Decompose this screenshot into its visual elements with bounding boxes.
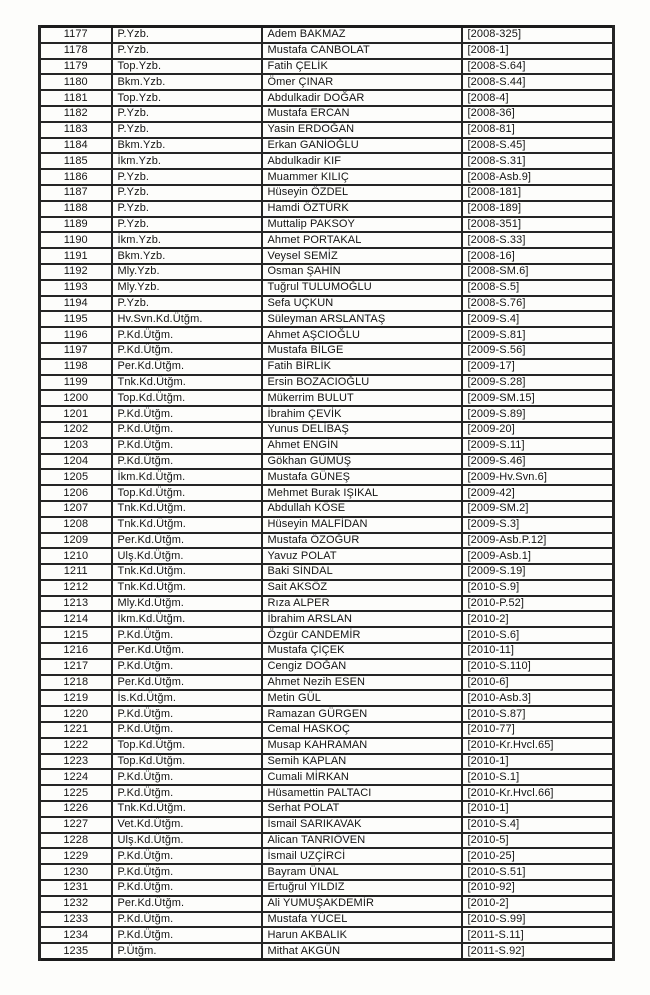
name-cell: Alican TANRIÖVEN [262, 833, 462, 849]
rank-cell: P.Yzb. [112, 217, 262, 233]
code-cell: [2008-S.64] [462, 59, 614, 75]
code-cell: [2009-S.4] [462, 311, 614, 327]
code-cell: [2010-25] [462, 848, 614, 864]
row-number-cell: 1196 [40, 327, 112, 343]
row-number-cell: 1227 [40, 817, 112, 833]
code-cell: [2010-S.4] [462, 817, 614, 833]
table-row [40, 153, 614, 169]
name-cell: Ertuğrul YILDIZ [262, 880, 462, 896]
name-cell: Abdulkadir DOĞAR [262, 90, 462, 106]
name-cell: Cumali MİRKAN [262, 769, 462, 785]
table-row [40, 280, 614, 296]
row-number-cell: 1200 [40, 390, 112, 406]
code-cell: [2008-S.33] [462, 232, 614, 248]
code-cell: [2010-S.6] [462, 627, 614, 643]
name-cell: Yunus DELİBAŞ [262, 422, 462, 438]
rank-cell: Top.Kd.Ütğm. [112, 390, 262, 406]
code-cell: [2009-Asb.1] [462, 548, 614, 564]
table-row [40, 769, 614, 785]
rank-cell: Vet.Kd.Ütğm. [112, 817, 262, 833]
row-number-cell: 1230 [40, 864, 112, 880]
rank-cell: Top.Yzb. [112, 59, 262, 75]
rank-cell: Per.Kd.Ütğm. [112, 675, 262, 691]
rank-cell: P.Ütğm. [112, 943, 262, 959]
name-cell: Yasin ERDOĞAN [262, 122, 462, 138]
rank-cell: Tnk.Kd.Ütğm. [112, 801, 262, 817]
table-row [40, 848, 614, 864]
row-number-cell: 1181 [40, 90, 112, 106]
name-cell: Muttalip PAKSOY [262, 217, 462, 233]
code-cell: [2010-2] [462, 611, 614, 627]
table-row [40, 517, 614, 533]
code-cell: [2008-325] [462, 27, 614, 43]
name-cell: Ahmet ENGİN [262, 438, 462, 454]
table-row [40, 138, 614, 154]
rank-cell: Tnk.Kd.Ütğm. [112, 501, 262, 517]
rank-cell: İkm.Yzb. [112, 153, 262, 169]
table-row [40, 706, 614, 722]
row-number-cell: 1180 [40, 74, 112, 90]
rank-cell: P.Yzb. [112, 27, 262, 43]
row-number-cell: 1231 [40, 880, 112, 896]
name-cell: Bayram ÜNAL [262, 864, 462, 880]
code-cell: [2008-SM.6] [462, 264, 614, 280]
code-cell: [2009-S.46] [462, 454, 614, 470]
name-cell: Süleyman ARSLANTAŞ [262, 311, 462, 327]
row-number-cell: 1204 [40, 454, 112, 470]
name-cell: Metin GÜL [262, 690, 462, 706]
rank-cell: P.Kd.Ütğm. [112, 659, 262, 675]
rank-cell: P.Yzb. [112, 296, 262, 312]
name-cell: Tuğrul TULUMOĞLU [262, 280, 462, 296]
code-cell: [2010-1] [462, 754, 614, 770]
rank-cell: Tnk.Kd.Ütğm. [112, 564, 262, 580]
row-number-cell: 1216 [40, 643, 112, 659]
name-cell: Sait AKSÖZ [262, 580, 462, 596]
row-number-cell: 1185 [40, 153, 112, 169]
table-row [40, 201, 614, 217]
name-cell: Rıza ALPER [262, 596, 462, 612]
code-cell: [2010-S.110] [462, 659, 614, 675]
row-number-cell: 1182 [40, 106, 112, 122]
rank-cell: Bkm.Yzb. [112, 74, 262, 90]
rank-cell: P.Yzb. [112, 122, 262, 138]
rank-cell: P.Kd.Ütğm. [112, 406, 262, 422]
name-cell: Ahmet Nezih ESEN [262, 675, 462, 691]
personnel-table [38, 25, 615, 961]
rank-cell: Mly.Yzb. [112, 264, 262, 280]
row-number-cell: 1191 [40, 248, 112, 264]
table-row [40, 264, 614, 280]
rank-cell: P.Kd.Ütğm. [112, 454, 262, 470]
table-row [40, 359, 614, 375]
rank-cell: P.Kd.Ütğm. [112, 785, 262, 801]
code-cell: [2009-S.11] [462, 438, 614, 454]
name-cell: İsmail UZÇİRCİ [262, 848, 462, 864]
table-row [40, 59, 614, 75]
table-row [40, 580, 614, 596]
row-number-cell: 1207 [40, 501, 112, 517]
code-cell: [2010-S.9] [462, 580, 614, 596]
name-cell: Hüseyin ÖZDEL [262, 185, 462, 201]
table-row [40, 864, 614, 880]
row-number-cell: 1226 [40, 801, 112, 817]
name-cell: Fatih ÇELİK [262, 59, 462, 75]
table-row [40, 90, 614, 106]
table-row [40, 469, 614, 485]
code-cell: [2011-S.92] [462, 943, 614, 959]
rank-cell: Top.Kd.Ütğm. [112, 485, 262, 501]
code-cell: [2010-S.87] [462, 706, 614, 722]
name-cell: Mustafa CANBOLAT [262, 43, 462, 59]
table-row [40, 548, 614, 564]
code-cell: [2010-2] [462, 896, 614, 912]
code-cell: [2010-S.99] [462, 912, 614, 928]
rank-cell: Tnk.Kd.Ütğm. [112, 580, 262, 596]
table-row [40, 880, 614, 896]
code-cell: [2008-16] [462, 248, 614, 264]
code-cell: [2009-S.56] [462, 343, 614, 359]
rank-cell: P.Kd.Ütğm. [112, 769, 262, 785]
code-cell: [2009-S.19] [462, 564, 614, 580]
code-cell: [2009-Hv.Svn.6] [462, 469, 614, 485]
rank-cell: İkm.Kd.Ütğm. [112, 469, 262, 485]
row-number-cell: 1234 [40, 927, 112, 943]
code-cell: [2010-5] [462, 833, 614, 849]
row-number-cell: 1178 [40, 43, 112, 59]
row-number-cell: 1235 [40, 943, 112, 959]
rank-cell: P.Yzb. [112, 106, 262, 122]
code-cell: [2009-S.89] [462, 406, 614, 422]
name-cell: Muammer KILIÇ [262, 169, 462, 185]
row-number-cell: 1212 [40, 580, 112, 596]
row-number-cell: 1199 [40, 375, 112, 391]
table-body [40, 27, 614, 960]
name-cell: Hüsamettin PALTACI [262, 785, 462, 801]
row-number-cell: 1188 [40, 201, 112, 217]
code-cell: [2010-Kr.Hvcl.66] [462, 785, 614, 801]
code-cell: [2010-Kr.Hvcl.65] [462, 738, 614, 754]
table-row [40, 106, 614, 122]
name-cell: Mükerrim BULUT [262, 390, 462, 406]
row-number-cell: 1177 [40, 27, 112, 43]
rank-cell: İs.Kd.Ütğm. [112, 690, 262, 706]
rank-cell: Top.Kd.Ütğm. [112, 754, 262, 770]
row-number-cell: 1203 [40, 438, 112, 454]
name-cell: Cengiz DOĞAN [262, 659, 462, 675]
name-cell: Semih KAPLAN [262, 754, 462, 770]
row-number-cell: 1187 [40, 185, 112, 201]
row-number-cell: 1184 [40, 138, 112, 154]
name-cell: Hamdi ÖZTÜRK [262, 201, 462, 217]
rank-cell: Top.Kd.Ütğm. [112, 738, 262, 754]
row-number-cell: 1232 [40, 896, 112, 912]
row-number-cell: 1208 [40, 517, 112, 533]
code-cell: [2011-S.11] [462, 927, 614, 943]
table-row [40, 596, 614, 612]
row-number-cell: 1233 [40, 912, 112, 928]
table-row [40, 533, 614, 549]
name-cell: Hüseyin MALFİDAN [262, 517, 462, 533]
table-row [40, 690, 614, 706]
code-cell: [2010-6] [462, 675, 614, 691]
table-row [40, 627, 614, 643]
table-row [40, 422, 614, 438]
table-row [40, 564, 614, 580]
table-row [40, 454, 614, 470]
name-cell: Serhat POLAT [262, 801, 462, 817]
code-cell: [2008-S.44] [462, 74, 614, 90]
row-number-cell: 1222 [40, 738, 112, 754]
name-cell: Veysel SEMİZ [262, 248, 462, 264]
row-number-cell: 1228 [40, 833, 112, 849]
rank-cell: P.Kd.Ütğm. [112, 627, 262, 643]
row-number-cell: 1211 [40, 564, 112, 580]
rank-cell: Tnk.Kd.Ütğm. [112, 517, 262, 533]
name-cell: Fatih BİRLİK [262, 359, 462, 375]
table-row [40, 611, 614, 627]
table-row [40, 217, 614, 233]
code-cell: [2008-36] [462, 106, 614, 122]
name-cell: Sefa UÇKUN [262, 296, 462, 312]
rank-cell: Tnk.Kd.Ütğm. [112, 375, 262, 391]
code-cell: [2009-S.28] [462, 375, 614, 391]
rank-cell: İkm.Yzb. [112, 232, 262, 248]
name-cell: İsmail SARIKAVAK [262, 817, 462, 833]
name-cell: Mehmet Burak IŞIKAL [262, 485, 462, 501]
row-number-cell: 1229 [40, 848, 112, 864]
row-number-cell: 1219 [40, 690, 112, 706]
name-cell: Baki SİNDAL [262, 564, 462, 580]
rank-cell: P.Kd.Ütğm. [112, 327, 262, 343]
name-cell: Özgür CANDEMİR [262, 627, 462, 643]
table-row [40, 485, 614, 501]
rank-cell: P.Kd.Ütğm. [112, 864, 262, 880]
name-cell: Mithat AKGÜN [262, 943, 462, 959]
row-number-cell: 1210 [40, 548, 112, 564]
code-cell: [2010-Asb.3] [462, 690, 614, 706]
rank-cell: P.Kd.Ütğm. [112, 848, 262, 864]
code-cell: [2010-P.52] [462, 596, 614, 612]
table-row [40, 675, 614, 691]
table-row [40, 343, 614, 359]
code-cell: [2008-S.45] [462, 138, 614, 154]
row-number-cell: 1197 [40, 343, 112, 359]
row-number-cell: 1179 [40, 59, 112, 75]
code-cell: [2009-Asb.P.12] [462, 533, 614, 549]
rank-cell: İkm.Kd.Ütğm. [112, 611, 262, 627]
table-row [40, 232, 614, 248]
row-number-cell: 1225 [40, 785, 112, 801]
code-cell: [2008-4] [462, 90, 614, 106]
table-row [40, 122, 614, 138]
code-cell: [2009-S.81] [462, 327, 614, 343]
row-number-cell: 1198 [40, 359, 112, 375]
code-cell: [2010-11] [462, 643, 614, 659]
rank-cell: Hv.Svn.Kd.Ütğm. [112, 311, 262, 327]
row-number-cell: 1195 [40, 311, 112, 327]
rank-cell: Per.Kd.Ütğm. [112, 359, 262, 375]
row-number-cell: 1220 [40, 706, 112, 722]
name-cell: Mustafa GÜNEŞ [262, 469, 462, 485]
name-cell: Yavuz POLAT [262, 548, 462, 564]
table-row [40, 311, 614, 327]
rank-cell: Ulş.Kd.Ütğm. [112, 548, 262, 564]
row-number-cell: 1206 [40, 485, 112, 501]
code-cell: [2010-77] [462, 722, 614, 738]
rank-cell: Top.Yzb. [112, 90, 262, 106]
rank-cell: P.Kd.Ütğm. [112, 880, 262, 896]
code-cell: [2009-20] [462, 422, 614, 438]
code-cell: [2010-S.51] [462, 864, 614, 880]
name-cell: İbrahim ARSLAN [262, 611, 462, 627]
code-cell: [2008-S.31] [462, 153, 614, 169]
name-cell: İbrahim ÇEVİK [262, 406, 462, 422]
rank-cell: P.Yzb. [112, 169, 262, 185]
rank-cell: Per.Kd.Ütğm. [112, 896, 262, 912]
row-number-cell: 1183 [40, 122, 112, 138]
rank-cell: P.Kd.Ütğm. [112, 912, 262, 928]
table-row [40, 833, 614, 849]
rank-cell: Ulş.Kd.Ütğm. [112, 833, 262, 849]
name-cell: Mustafa ERCAN [262, 106, 462, 122]
name-cell: Mustafa YÜCEL [262, 912, 462, 928]
rank-cell: Per.Kd.Ütğm. [112, 643, 262, 659]
table-row [40, 406, 614, 422]
code-cell: [2008-81] [462, 122, 614, 138]
code-cell: [2008-S.5] [462, 280, 614, 296]
table-row [40, 375, 614, 391]
table-row [40, 296, 614, 312]
code-cell: [2009-17] [462, 359, 614, 375]
table-row [40, 390, 614, 406]
rank-cell: P.Kd.Ütğm. [112, 438, 262, 454]
table-row [40, 943, 614, 959]
name-cell: Harun AKBALIK [262, 927, 462, 943]
name-cell: Cemal HASKOÇ [262, 722, 462, 738]
row-number-cell: 1224 [40, 769, 112, 785]
rank-cell: Mly.Kd.Ütğm. [112, 596, 262, 612]
rank-cell: P.Kd.Ütğm. [112, 927, 262, 943]
code-cell: [2009-S.3] [462, 517, 614, 533]
table-row [40, 738, 614, 754]
rank-cell: P.Kd.Ütğm. [112, 422, 262, 438]
code-cell: [2008-181] [462, 185, 614, 201]
name-cell: Mustafa BİLGE [262, 343, 462, 359]
code-cell: [2008-1] [462, 43, 614, 59]
rank-cell: Per.Kd.Ütğm. [112, 533, 262, 549]
table-row [40, 438, 614, 454]
row-number-cell: 1218 [40, 675, 112, 691]
name-cell: Erkan GANİOĞLU [262, 138, 462, 154]
table-row [40, 74, 614, 90]
name-cell: Adem BAKMAZ [262, 27, 462, 43]
row-number-cell: 1205 [40, 469, 112, 485]
rank-cell: P.Yzb. [112, 201, 262, 217]
table-row [40, 248, 614, 264]
row-number-cell: 1215 [40, 627, 112, 643]
row-number-cell: 1201 [40, 406, 112, 422]
row-number-cell: 1186 [40, 169, 112, 185]
name-cell: Musap KAHRAMAN [262, 738, 462, 754]
row-number-cell: 1192 [40, 264, 112, 280]
row-number-cell: 1217 [40, 659, 112, 675]
table-row [40, 801, 614, 817]
code-cell: [2010-S.1] [462, 769, 614, 785]
code-cell: [2009-SM.2] [462, 501, 614, 517]
name-cell: Mustafa ÖZOĞUR [262, 533, 462, 549]
code-cell: [2009-SM.15] [462, 390, 614, 406]
rank-cell: P.Yzb. [112, 185, 262, 201]
code-cell: [2008-S.76] [462, 296, 614, 312]
rank-cell: P.Yzb. [112, 43, 262, 59]
rank-cell: P.Kd.Ütğm. [112, 343, 262, 359]
code-cell: [2009-42] [462, 485, 614, 501]
row-number-cell: 1209 [40, 533, 112, 549]
name-cell: Ali YUMUŞAKDEMİR [262, 896, 462, 912]
name-cell: Ömer ÇINAR [262, 74, 462, 90]
name-cell: Osman ŞAHİN [262, 264, 462, 280]
code-cell: [2010-92] [462, 880, 614, 896]
table-row [40, 501, 614, 517]
code-cell: [2010-1] [462, 801, 614, 817]
table-row [40, 169, 614, 185]
table-row [40, 754, 614, 770]
name-cell: Abdulkadir KIF [262, 153, 462, 169]
row-number-cell: 1193 [40, 280, 112, 296]
row-number-cell: 1189 [40, 217, 112, 233]
table-row [40, 912, 614, 928]
rank-cell: Mly.Yzb. [112, 280, 262, 296]
row-number-cell: 1221 [40, 722, 112, 738]
table-row [40, 722, 614, 738]
rank-cell: P.Kd.Ütğm. [112, 706, 262, 722]
table-row [40, 659, 614, 675]
name-cell: Gökhan GÜMÜŞ [262, 454, 462, 470]
name-cell: Ahmet AŞCIOĞLU [262, 327, 462, 343]
row-number-cell: 1223 [40, 754, 112, 770]
table-row [40, 817, 614, 833]
table-row [40, 927, 614, 943]
name-cell: Mustafa ÇİÇEK [262, 643, 462, 659]
table-row [40, 643, 614, 659]
row-number-cell: 1190 [40, 232, 112, 248]
table-row [40, 896, 614, 912]
table-row [40, 27, 614, 43]
rank-cell: Bkm.Yzb. [112, 248, 262, 264]
table-row [40, 785, 614, 801]
name-cell: Ahmet PORTAKAL [262, 232, 462, 248]
table-row [40, 327, 614, 343]
code-cell: [2008-189] [462, 201, 614, 217]
row-number-cell: 1214 [40, 611, 112, 627]
row-number-cell: 1194 [40, 296, 112, 312]
rank-cell: Bkm.Yzb. [112, 138, 262, 154]
name-cell: Abdullah KÖSE [262, 501, 462, 517]
row-number-cell: 1213 [40, 596, 112, 612]
table-row [40, 185, 614, 201]
name-cell: Ramazan GÜRGEN [262, 706, 462, 722]
code-cell: [2008-351] [462, 217, 614, 233]
row-number-cell: 1202 [40, 422, 112, 438]
name-cell: Ersin BOZACIOĞLU [262, 375, 462, 391]
code-cell: [2008-Asb.9] [462, 169, 614, 185]
table-row [40, 43, 614, 59]
rank-cell: P.Kd.Ütğm. [112, 722, 262, 738]
